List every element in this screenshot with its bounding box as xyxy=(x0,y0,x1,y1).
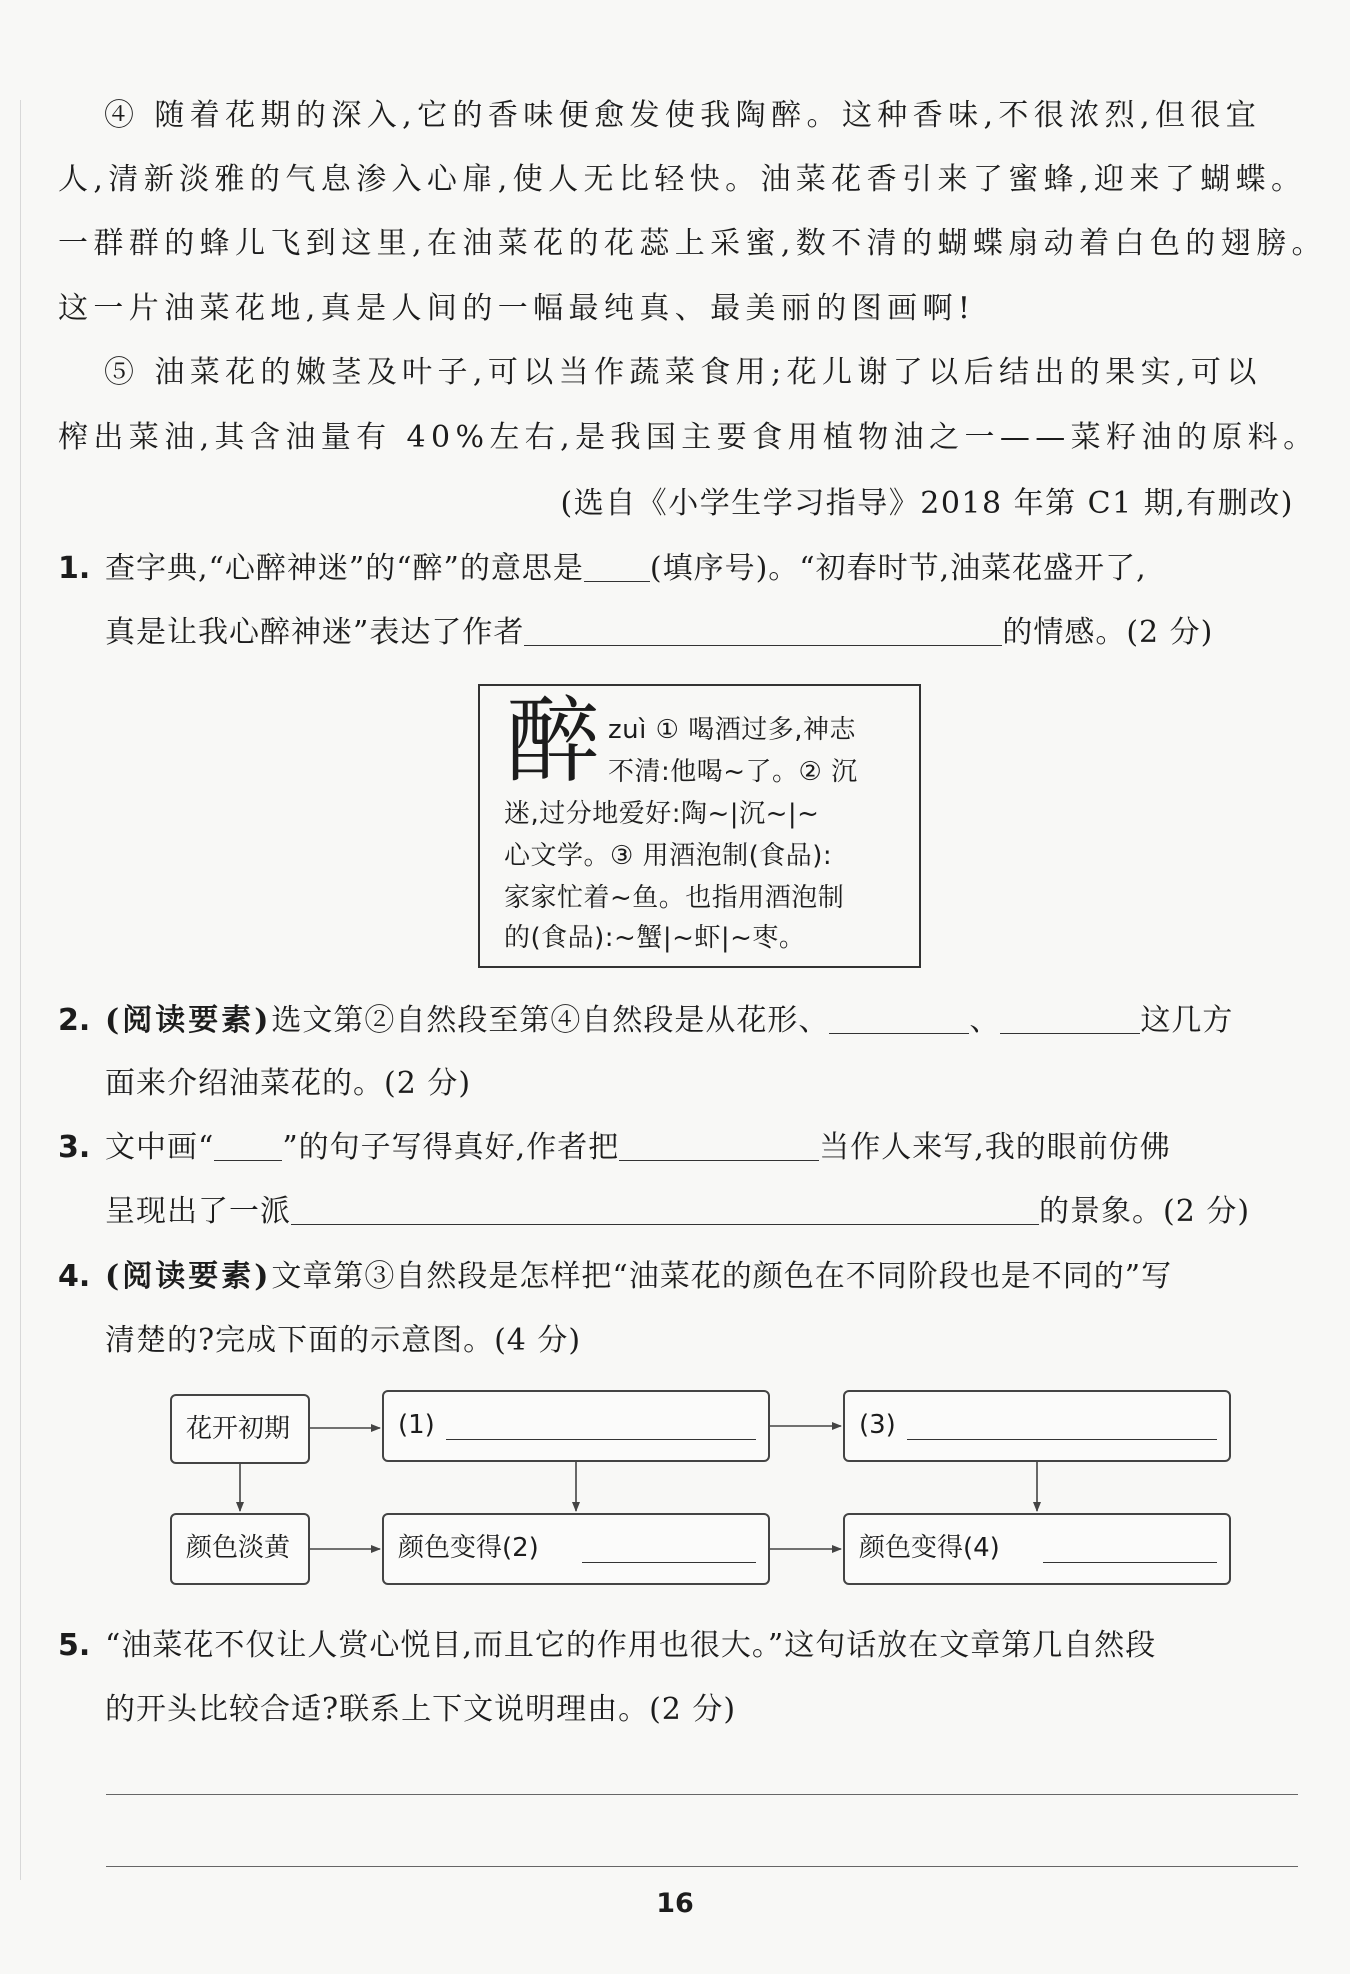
passage-p4-line-2: 人,清新淡雅的气息渗入心扉,使人无比轻快。油菜花香引来了蜜蜂,迎来了蝴蝶。 xyxy=(58,162,1307,197)
question-number: 4. xyxy=(58,1259,91,1294)
answer-line[interactable] xyxy=(106,1794,1298,1795)
question-text: 这几方 xyxy=(1140,1003,1234,1038)
question-5-line-2: 的开头比较合适?联系上下文说明理由。(2 分) xyxy=(105,1692,737,1727)
passage-p4-line-3: 一群群的蜂儿飞到这里,在油菜花的花蕊上采蜜,数不清的蝴蝶扇动着白色的翅膀。 xyxy=(58,226,1327,261)
question-text: (填序号)。“初春时节,油菜花盛开了, xyxy=(649,551,1147,586)
box-label: 花开初期 xyxy=(186,1414,291,1444)
passage-p5-line-2: 榨出菜油,其含油量有 40%左右,是我国主要食用植物油之一——菜籽油的原料。 xyxy=(58,420,1319,455)
box-label: (3) xyxy=(859,1410,896,1440)
box-label: (1) xyxy=(398,1410,435,1440)
dictionary-line: 家家忙着~鱼。也指用酒泡制 xyxy=(504,883,845,913)
question-text: 的情感。(2 分) xyxy=(1002,615,1214,650)
question-4-line-2: 清楚的?完成下面的示意图。(4 分) xyxy=(105,1323,582,1358)
question-text: 、 xyxy=(969,1003,1001,1038)
question-text: 文中画“ xyxy=(105,1130,215,1165)
passage-p5-line-1: ⑤ 油菜花的嫩茎及叶子,可以当作蔬菜食用;花儿谢了以后结出的果实,可以 xyxy=(104,355,1262,390)
dictionary-character: 醉 xyxy=(506,687,601,796)
question-text: 查字典,“心醉神迷”的“醉”的意思是 xyxy=(105,551,584,586)
dictionary-line: 迷,过分地爱好:陶~|沉~|~ xyxy=(504,799,820,829)
dictionary-line: 的(食品):~蟹|~虾|~枣。 xyxy=(504,923,806,953)
question-number: 1. xyxy=(58,551,91,586)
question-text: 呈现出了一派 xyxy=(105,1194,291,1229)
question-text: 当作人来写,我的眼前仿佛 xyxy=(819,1130,1171,1165)
question-text: 真是让我心醉神迷”表达了作者 xyxy=(105,615,525,650)
answer-line[interactable] xyxy=(106,1866,1298,1867)
question-text: ”的句子写得真好,作者把 xyxy=(282,1130,620,1165)
question-2-line-2: 面来介绍油菜花的。(2 分) xyxy=(105,1066,472,1101)
passage-p4-line-4: 这一片油菜花地,真是人间的一幅最纯真、最美丽的图画啊! xyxy=(58,291,976,326)
dictionary-line: 心文学。③ 用酒泡制(食品): xyxy=(504,841,833,871)
question-text: 选文第②自然段至第④自然段是从花形、 xyxy=(271,1003,830,1038)
question-number: 2. xyxy=(58,1003,91,1038)
dictionary-line: 不清:他喝~了。② 沉 xyxy=(608,757,858,787)
box-label: 颜色变得(2) xyxy=(398,1533,539,1563)
question-text: 的景象。(2 分) xyxy=(1039,1194,1251,1229)
reading-element-tag: (阅读要素) xyxy=(105,1259,272,1294)
reading-element-tag: (阅读要素) xyxy=(105,1003,272,1038)
question-number: 3. xyxy=(58,1130,91,1165)
box-label: 颜色变得(4) xyxy=(859,1533,1000,1563)
passage-p4-line-1: ④ 随着花期的深入,它的香味便愈发使我陶醉。这种香味,不很浓烈,但很宜 xyxy=(104,98,1262,133)
question-text: 文章第③自然段是怎样把“油菜花的颜色在不同阶段也是不同的”写 xyxy=(271,1259,1173,1294)
box-label: 颜色淡黄 xyxy=(186,1533,291,1563)
dictionary-line: zuì ① 喝酒过多,神志 xyxy=(608,715,856,745)
question-5-line-1: “油菜花不仅让人赏心悦目,而且它的作用也很大。”这句话放在文章第几自然段 xyxy=(105,1628,1157,1663)
passage-source: (选自《小学生学习指导》2018 年第 C1 期,有删改) xyxy=(560,486,1294,521)
page-number: 16 xyxy=(656,1888,694,1919)
question-number: 5. xyxy=(58,1628,91,1663)
